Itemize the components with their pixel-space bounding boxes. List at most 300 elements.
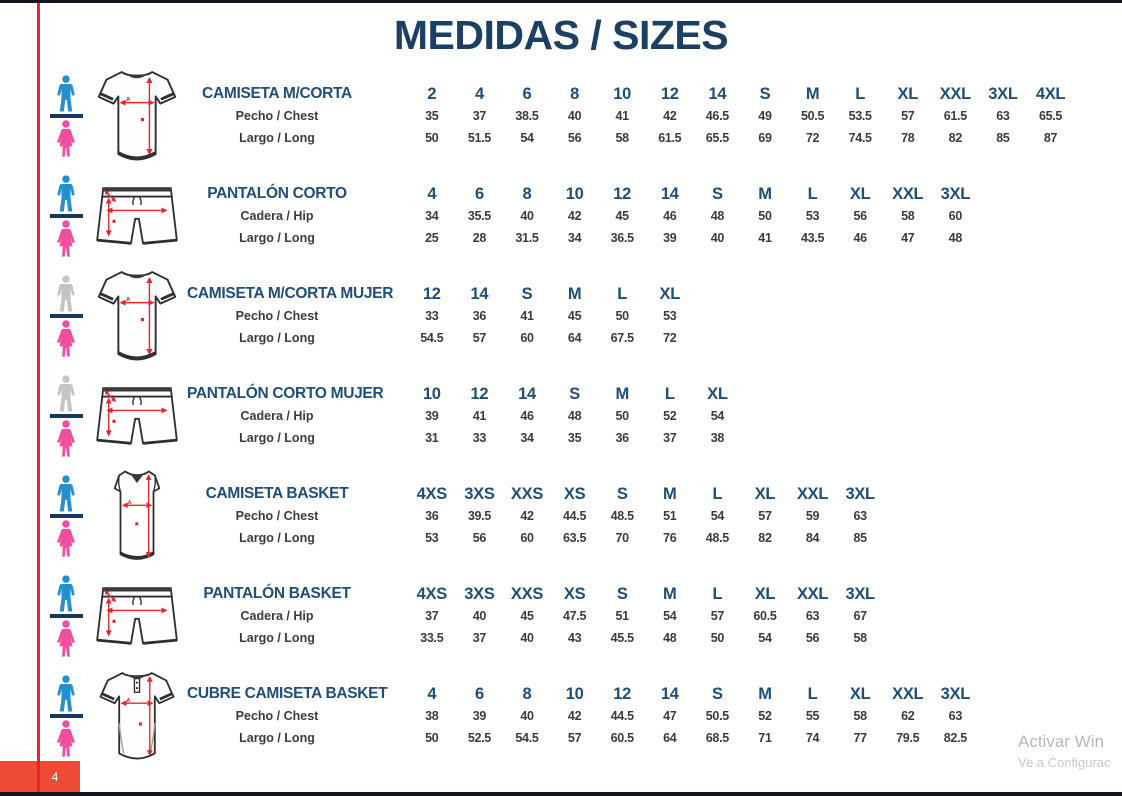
measure-value-cell: 54.5 [420, 331, 444, 345]
garment-image [87, 465, 187, 567]
size-header-cell: 3XL [940, 184, 971, 203]
values-row-1 [408, 409, 741, 423]
measure-value-cell: 47.5 [563, 609, 587, 623]
size-header-cell: XXL [892, 684, 924, 703]
values-row-1 [408, 109, 1074, 123]
page-number-badge [0, 761, 80, 792]
measure-value-cell: 64 [663, 731, 677, 745]
values-row-2 [408, 631, 884, 645]
svg-text:A: A [127, 499, 132, 506]
measure-value-cell: 57 [567, 731, 582, 745]
measure-value-cell: 63 [996, 109, 1010, 123]
sizes-row [408, 385, 741, 404]
measure-value-cell: 84 [805, 531, 820, 545]
values-row-2 [408, 131, 1074, 145]
size-header-cell: 2 [427, 84, 437, 103]
size-header-row [187, 683, 979, 705]
size-table [187, 183, 979, 249]
measure-value-cell: 42 [567, 709, 582, 723]
measure-value-cell: 56 [853, 209, 867, 223]
measure-value-cell: 35 [425, 109, 439, 123]
measure-value-cell: 51.5 [467, 131, 491, 145]
measure-value-cell: 39 [663, 231, 677, 245]
measure-value-cell: 58 [853, 631, 867, 645]
measure-value-cell: 50 [425, 731, 439, 745]
measure-value-cell: 57 [472, 331, 487, 345]
measure-value-cell: 87 [1043, 131, 1058, 145]
measure-value-cell: 36 [425, 509, 439, 523]
measure-value-cell: 70 [615, 531, 629, 545]
female-icon [54, 220, 78, 257]
measure-value-cell: 57 [758, 509, 772, 523]
measure-2-label: Largo / Long [239, 431, 315, 445]
gender-divider [50, 514, 83, 518]
gender-icons [45, 675, 87, 757]
size-header-cell: 10 [565, 684, 584, 703]
size-header-cell: 3XL [940, 684, 971, 703]
measure-1-label: Pecho / Chest [235, 309, 319, 323]
measure-value-cell: 48.5 [610, 509, 634, 523]
gender-icons [45, 375, 87, 457]
product-name: PANTALÓN BASKET [203, 585, 351, 602]
size-header-cell: M [805, 84, 820, 103]
measure-value-cell: 40 [710, 231, 725, 245]
measure-value-cell: 39.5 [467, 509, 491, 523]
size-header-cell: 12 [470, 384, 489, 403]
measure-value-cell: 74 [805, 731, 820, 745]
product-name: CUBRE CAMISETA BASKET [187, 685, 388, 702]
size-header-cell: 4XS [416, 584, 447, 603]
measure-value-cell: 31 [425, 431, 439, 445]
measure-value-cell: 43.5 [800, 231, 825, 245]
size-header-cell: 14 [518, 384, 536, 403]
measure-value-cell: 61.5 [943, 109, 967, 123]
gender-divider [50, 714, 83, 718]
svg-text:A: A [126, 97, 131, 104]
measure-value-cell: 52 [663, 409, 677, 423]
size-header-cell: XL [659, 284, 680, 303]
measure-value-cell: 51 [615, 609, 629, 623]
sizes-row [408, 185, 979, 204]
size-header-cell: L [807, 684, 818, 703]
measure-row-2 [187, 227, 979, 249]
size-header-cell: XS [563, 484, 586, 503]
size-header-row [187, 283, 694, 305]
measure-value-cell: 82 [758, 531, 772, 545]
measure-value-cell: 55 [805, 709, 820, 723]
measure-value-cell: 53 [663, 309, 677, 323]
measure-value-cell: 50 [425, 131, 439, 145]
measure-value-cell: 54 [710, 509, 725, 523]
sizes-row [408, 85, 1074, 104]
size-header-cell: 14 [660, 684, 679, 703]
size-header-cell: 4XS [416, 484, 447, 503]
measure-value-cell: 41 [615, 109, 629, 123]
female-icon [54, 320, 78, 357]
measure-value-cell: 54.5 [515, 731, 539, 745]
sizes-row [408, 485, 884, 504]
gender-icons [45, 275, 87, 357]
size-header-cell: 4 [427, 184, 437, 203]
measure-value-cell: 49 [758, 109, 772, 123]
measure-value-cell: 65.5 [1038, 109, 1063, 123]
measure-2-label: Largo / Long [239, 331, 315, 345]
measure-value-cell: 58 [615, 131, 629, 145]
measure-value-cell: 50 [615, 309, 629, 323]
measure-value-cell: 39 [425, 409, 439, 423]
measure-1-label: Pecho / Chest [235, 109, 319, 123]
measure-row-1 [187, 705, 979, 727]
gender-icons [45, 575, 87, 657]
gender-icons [45, 75, 87, 157]
measure-value-cell: 63 [805, 609, 820, 623]
measure-value-cell: 56 [805, 631, 820, 645]
size-header-cell: 14 [470, 284, 489, 303]
measure-value-cell: 33 [472, 431, 487, 445]
size-header-cell: S [759, 84, 771, 103]
measure-value-cell: 58 [901, 209, 915, 223]
size-header-row [187, 83, 1074, 105]
values-row-1 [408, 609, 884, 623]
measure-value-cell: 67 [853, 609, 867, 623]
gender-divider [50, 414, 83, 418]
measure-1-label: Pecho / Chest [235, 509, 319, 523]
measure-value-cell: 36.5 [610, 231, 634, 245]
measure-value-cell: 45 [615, 209, 629, 223]
product-block [45, 666, 1074, 766]
svg-text:A: A [126, 297, 131, 304]
measure-value-cell: 82.5 [943, 731, 967, 745]
garment-image [87, 581, 187, 651]
size-header-cell: 10 [565, 184, 584, 203]
measure-value-cell: 40 [520, 631, 534, 645]
measure-1-label: Pecho / Chest [235, 709, 319, 723]
size-header-cell: M [663, 484, 677, 503]
measure-value-cell: 71 [758, 731, 772, 745]
measure-value-cell: 40 [520, 709, 534, 723]
size-header-cell: M [615, 384, 629, 403]
measure-value-cell: 35 [567, 431, 582, 445]
product-block [45, 366, 1074, 466]
measure-value-cell: 60.5 [753, 609, 777, 623]
female-icon [54, 420, 78, 457]
values-row-1 [408, 709, 979, 723]
garment-image [87, 266, 187, 366]
product-block [45, 566, 1074, 666]
size-table [187, 583, 884, 649]
measure-value-cell: 54 [710, 409, 725, 423]
size-header-cell: XXL [796, 584, 829, 603]
svg-text:A: A [126, 697, 131, 704]
values-row-2 [408, 331, 694, 345]
measure-row-1 [187, 105, 1074, 127]
male-icon [55, 675, 77, 712]
size-header-cell: S [569, 384, 580, 403]
measure-value-cell: 31.5 [515, 231, 539, 245]
measure-value-cell: 36 [615, 431, 629, 445]
product-block [45, 66, 1074, 166]
measure-value-cell: 45 [520, 609, 534, 623]
product-name: CAMISETA M/CORTA MUJER [187, 285, 394, 302]
measure-1-label: Cadera / Hip [240, 209, 314, 223]
measure-value-cell: 45 [567, 309, 582, 323]
size-header-cell: M [663, 584, 677, 603]
sizes-row [408, 585, 884, 604]
measure-value-cell: 37 [472, 109, 487, 123]
garment-image [87, 665, 187, 767]
measure-value-cell: 33 [425, 309, 439, 323]
garment-image [87, 181, 187, 251]
size-header-cell: 12 [613, 684, 632, 703]
measure-value-cell: 62 [901, 709, 915, 723]
measure-value-cell: 53 [805, 209, 820, 223]
size-header-cell: XL [849, 184, 871, 203]
bottom-border [0, 792, 1122, 796]
product-block [45, 466, 1074, 566]
measure-value-cell: 72 [663, 331, 677, 345]
measure-value-cell: 42 [663, 109, 677, 123]
size-header-cell: 8 [570, 84, 580, 103]
gender-divider [50, 214, 83, 218]
measure-value-cell: 41 [472, 409, 487, 423]
size-header-cell: XL [754, 484, 776, 503]
measure-value-cell: 63 [948, 709, 962, 723]
measure-value-cell: 63 [853, 509, 867, 523]
measure-2-label: Largo / Long [239, 131, 315, 145]
measure-value-cell: 41 [520, 309, 534, 323]
size-header-cell: S [616, 484, 628, 503]
measure-value-cell: 61.5 [658, 131, 682, 145]
measure-value-cell: 48 [663, 631, 677, 645]
values-row-1 [408, 309, 694, 323]
size-header-cell: 14 [660, 184, 679, 203]
measure-value-cell: 74.5 [848, 131, 872, 145]
measure-1-label: Cadera / Hip [240, 609, 314, 623]
size-header-cell: L [855, 84, 866, 103]
measure-value-cell: 64 [567, 331, 582, 345]
measure-value-cell: 67.5 [610, 331, 634, 345]
measure-value-cell: 36 [472, 309, 487, 323]
measure-value-cell: 48 [567, 409, 582, 423]
size-header-cell: M [758, 684, 772, 703]
measure-row-1 [187, 605, 884, 627]
size-header-cell: 12 [422, 284, 441, 303]
measure-value-cell: 46 [853, 231, 867, 245]
measure-value-cell: 40 [520, 209, 534, 223]
measure-value-cell: 46 [520, 409, 534, 423]
measure-value-cell: 33.5 [420, 631, 444, 645]
size-header-cell: 4XL [1035, 84, 1066, 103]
page-number: 4 [51, 769, 59, 784]
sizes-row [408, 685, 979, 704]
size-header-cell: 3XL [988, 84, 1018, 103]
measure-value-cell: 34 [425, 209, 439, 223]
measure-value-cell: 72 [805, 131, 820, 145]
measure-value-cell: 82 [948, 131, 962, 145]
measure-row-2 [187, 427, 741, 449]
size-header-cell: XXL [939, 84, 971, 103]
values-row-1 [408, 509, 884, 523]
measure-value-cell: 50 [615, 409, 629, 423]
measure-value-cell: 54 [758, 631, 772, 645]
male-icon [55, 575, 77, 612]
measure-row-1 [187, 205, 979, 227]
measure-value-cell: 50.5 [705, 709, 729, 723]
watermark-line-2: Ve a Configurac [1018, 755, 1111, 770]
size-header-cell: 6 [474, 684, 484, 703]
measure-value-cell: 42 [567, 209, 582, 223]
male-icon [55, 75, 77, 112]
size-header-cell: 6 [474, 184, 484, 203]
measure-value-cell: 60 [520, 531, 534, 545]
size-header-cell: XL [707, 384, 728, 403]
size-header-cell: XXL [892, 184, 924, 203]
gender-divider [50, 114, 83, 118]
top-border [0, 0, 1122, 3]
size-header-cell: 4 [474, 84, 484, 103]
product-block [45, 266, 1074, 366]
measure-value-cell: 59 [805, 509, 820, 523]
size-header-cell: 12 [613, 184, 632, 203]
measure-value-cell: 48 [710, 209, 725, 223]
size-header-cell: L [664, 384, 675, 403]
measure-row-2 [187, 327, 694, 349]
product-name: CAMISETA M/CORTA [202, 85, 352, 102]
measure-2-label: Largo / Long [239, 731, 315, 745]
measure-value-cell: 38.5 [515, 109, 539, 123]
size-header-cell: 3XS [464, 584, 495, 603]
size-header-row [187, 483, 884, 505]
measure-value-cell: 50.5 [800, 109, 825, 123]
measure-value-cell: 60.5 [610, 731, 634, 745]
measure-2-label: Largo / Long [239, 631, 315, 645]
measure-value-cell: 37 [425, 609, 439, 623]
size-header-cell: M [758, 184, 772, 203]
size-header-row [187, 383, 741, 405]
size-header-cell: 3XS [464, 484, 495, 503]
size-header-cell: L [807, 184, 818, 203]
measure-value-cell: 54 [663, 609, 677, 623]
product-name: PANTALÓN CORTO MUJER [187, 385, 384, 402]
values-row-2 [408, 431, 741, 445]
measure-value-cell: 85 [853, 531, 867, 545]
left-accent-line [37, 3, 40, 792]
measure-value-cell: 39 [472, 709, 487, 723]
garment-image [87, 381, 187, 451]
size-header-cell: L [617, 284, 628, 303]
measure-row-1 [187, 305, 694, 327]
measure-value-cell: 77 [853, 731, 867, 745]
values-row-2 [408, 731, 979, 745]
size-header-cell: XXS [510, 584, 544, 603]
size-header-cell: XL [754, 584, 776, 603]
size-header-cell: XL [897, 84, 918, 103]
size-table [187, 383, 741, 449]
measure-value-cell: 60 [520, 331, 534, 345]
measure-value-cell: 50 [758, 209, 772, 223]
measure-value-cell: 85 [996, 131, 1010, 145]
measure-value-cell: 56 [472, 531, 487, 545]
gender-icons [45, 175, 87, 257]
size-header-cell: 10 [613, 84, 632, 103]
measure-value-cell: 68.5 [705, 731, 729, 745]
size-header-cell: 8 [522, 684, 532, 703]
size-header-cell: XXL [796, 484, 829, 503]
values-row-2 [408, 531, 884, 545]
size-table [187, 283, 694, 349]
measure-value-cell: 43 [567, 631, 582, 645]
size-header-row [187, 583, 884, 605]
watermark-line-1: Activar Win [1018, 732, 1104, 751]
measure-value-cell: 35.5 [467, 209, 491, 223]
male-icon [55, 475, 77, 512]
size-table [187, 483, 884, 549]
measure-value-cell: 38 [710, 431, 725, 445]
product-name: PANTALÓN CORTO [207, 185, 347, 202]
measure-value-cell: 76 [663, 531, 677, 545]
size-header-cell: XS [563, 584, 586, 603]
measure-value-cell: 52 [758, 709, 772, 723]
female-icon [54, 720, 78, 757]
measure-value-cell: 58 [853, 709, 867, 723]
measure-value-cell: 56 [567, 131, 582, 145]
measure-value-cell: 53 [425, 531, 439, 545]
page-title: MEDIDAS / SIZES [393, 12, 729, 58]
windows-activation-watermark [1018, 732, 1111, 770]
size-header-cell: S [712, 684, 723, 703]
measure-value-cell: 45.5 [610, 631, 634, 645]
measure-value-cell: 47 [901, 231, 915, 245]
measure-value-cell: 34 [567, 231, 582, 245]
measure-row-2 [187, 527, 884, 549]
measure-value-cell: 57 [710, 609, 725, 623]
female-icon [54, 620, 78, 657]
measure-value-cell: 48 [948, 231, 962, 245]
size-header-cell: 8 [522, 184, 532, 203]
male-icon [55, 175, 77, 212]
size-table [187, 683, 979, 749]
measure-value-cell: 65.5 [705, 131, 729, 145]
measure-value-cell: 41 [758, 231, 772, 245]
female-icon [54, 520, 78, 557]
male-icon [55, 375, 77, 412]
measure-value-cell: 34 [520, 431, 534, 445]
measure-value-cell: 78 [901, 131, 915, 145]
measure-value-cell: 54 [520, 131, 534, 145]
measure-2-label: Largo / Long [239, 231, 315, 245]
size-header-cell: S [521, 284, 533, 303]
size-header-cell: XXS [510, 484, 544, 503]
measure-value-cell: 63.5 [563, 531, 587, 545]
measure-value-cell: 46 [663, 209, 677, 223]
size-header-cell: XL [849, 684, 871, 703]
size-header-cell: M [567, 284, 582, 303]
measure-row-1 [187, 505, 884, 527]
size-header-row [187, 183, 979, 205]
measure-value-cell: 57 [901, 109, 915, 123]
size-header-cell: 12 [660, 84, 679, 103]
measure-value-cell: 79.5 [896, 731, 920, 745]
measure-value-cell: 50 [710, 631, 725, 645]
product-block [45, 166, 1074, 266]
products-list [45, 66, 1074, 766]
measure-value-cell: 37 [663, 431, 677, 445]
measure-value-cell: 37 [472, 631, 487, 645]
size-header-cell: S [712, 184, 723, 203]
measure-row-2 [187, 127, 1074, 149]
measure-value-cell: 40 [472, 609, 487, 623]
gender-icons [45, 475, 87, 557]
